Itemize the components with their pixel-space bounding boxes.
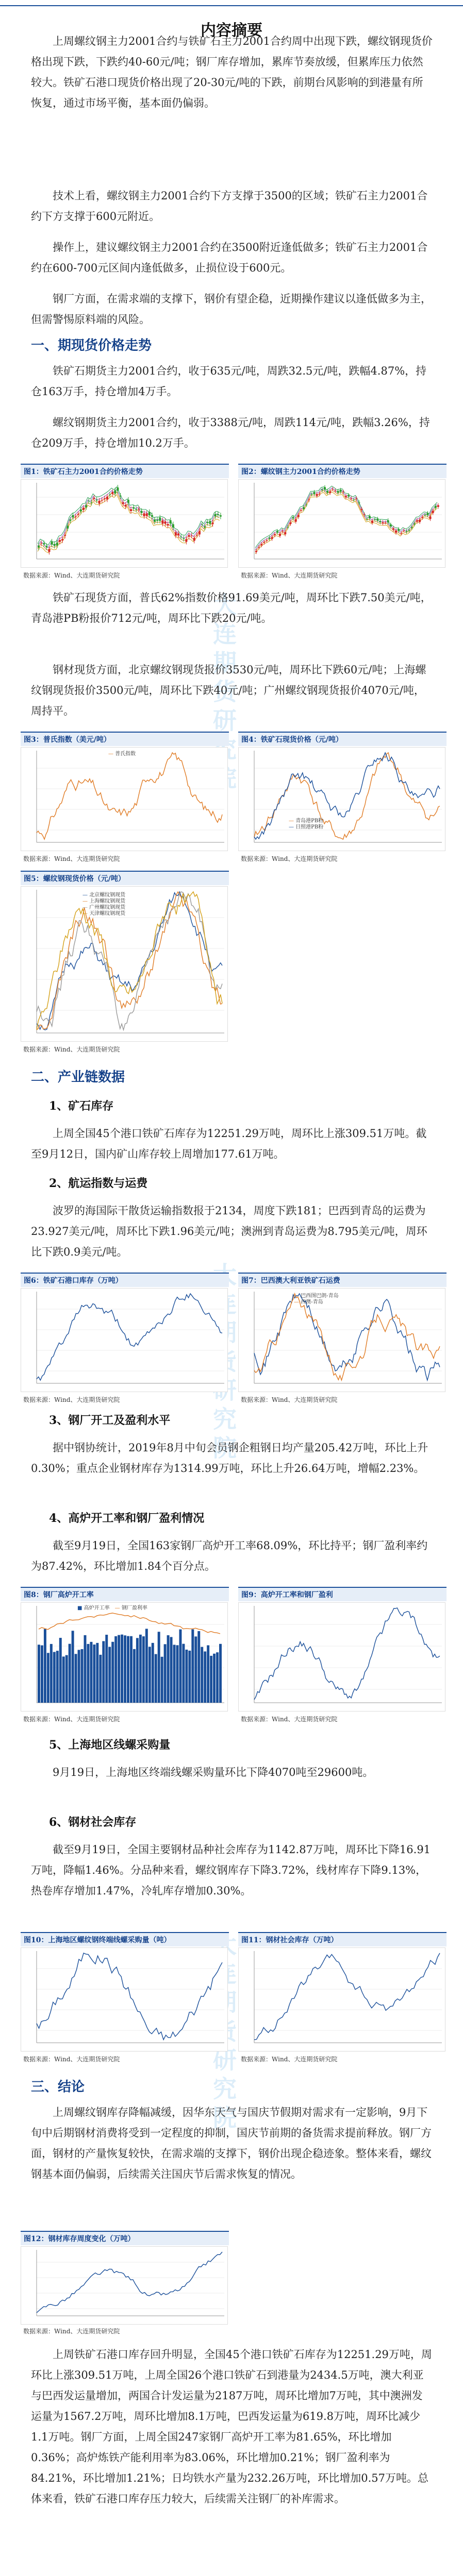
candle-body [133,507,135,509]
chart-legend: ■ 高炉开工率 — 钢厂盈利率 [77,1605,147,1611]
candle-body [204,527,206,528]
series-line [254,753,440,839]
candle-body [271,537,273,539]
candle-body [167,524,169,526]
candle-body [146,513,148,516]
candle-body [148,512,151,516]
figure-caption: 图6：铁矿石港口库存（万吨） [21,1273,229,1287]
bar [124,1635,126,1703]
candle-body [350,498,352,499]
candle-body [220,515,222,517]
bar [139,1635,142,1703]
summary-paragraph: 钢厂方面，在需求端的支撑下，钢价有望企稳，近期操作建议以逢低做多为主，但需警惕原料端的风险。 [31,293,432,326]
figure-caption: 图7：巴西澳大利亚铁矿石运费 [238,1273,447,1287]
figure-8-chart [21,1602,228,1711]
top-rule [0,5,463,6]
figure-source: 数据来源：Wind、大连期货研究院 [23,1396,120,1403]
figure-source: 数据来源：Wind、大连期货研究院 [241,1716,338,1723]
bar [78,1650,80,1703]
candle-body [400,533,402,534]
candle-body [191,535,193,536]
candle-body [206,522,208,523]
figure-source: 数据来源：Wind、大连期货研究院 [241,855,338,862]
figure-6-chart [21,1288,228,1392]
candle-body [61,539,63,540]
candle-body [172,524,174,528]
subsection-heading: 5、上海地区线螺采购量 [49,1738,171,1752]
bar [102,1641,105,1703]
candle-body [96,500,98,501]
subsection-heading: 1、矿石库存 [49,1099,114,1113]
candle-body [258,547,260,548]
candle-body [426,513,428,515]
candle-body [114,490,116,494]
candle-body [177,533,179,535]
candle-body [159,517,161,521]
candle-body [276,531,278,533]
chart-legend: — 巴西图巴朗-青岛 — 西澳-青岛 [294,1293,339,1305]
legend-label: 普氏指数 [115,751,136,757]
line-chart [21,748,227,851]
series-line [254,1608,440,1700]
bar [182,1644,185,1703]
bar [118,1635,120,1703]
figure-source: 数据来源：Wind、大连期货研究院 [241,1396,338,1403]
candle-body [175,532,177,536]
candle-body [371,520,373,523]
candle-body [161,520,163,524]
line-chart [239,1603,445,1711]
series-line [37,892,222,1030]
legend-label: 上海螺纹钢现货 [89,899,126,904]
figure-caption: 图2：螺纹钢主力2001合约价格走势 [238,464,447,478]
figure-caption: 图4：铁矿石现货价格（元/吨） [238,732,447,746]
series-line [37,1294,222,1380]
subsection-heading: 3、钢厂开工及盈利水平 [49,1414,171,1427]
bar [219,1644,222,1703]
candle-body [408,530,410,531]
series-line [254,1294,440,1380]
candle-body [382,522,384,523]
candle-body [385,522,387,523]
candle-body [398,529,400,531]
bar [197,1631,200,1703]
bar [148,1647,151,1703]
candle-body [326,491,328,493]
line-chart [239,1948,445,2051]
candle-body [85,505,87,507]
figure-3-chart [21,747,228,851]
candle-body [151,515,153,517]
candle-body [297,515,300,517]
figure-source: 数据来源：Wind、大连期货研究院 [23,1046,120,1053]
candle-body [201,524,203,525]
bar [69,1644,71,1703]
bar [194,1636,197,1703]
bar [164,1644,167,1703]
chart-legend: — 普氏指数 [108,751,136,757]
body-paragraph: 铁矿石现货方面，普氏62%指数价格91.69美元/吨，周环比下跌7.50美元/吨，青岛港PB粉报价712元/吨，周环比下跌20元/吨。 [31,591,432,624]
bar [213,1654,216,1703]
figure-9-chart [238,1602,445,1711]
section-heading: 一、期现货价格走势 [31,338,152,353]
summary-paragraph: 技术上看，螺纹钢主力2001合约下方支撑于3500的区域；铁矿石主力2001合约下方支撑于600元附近。 [31,190,428,223]
candle-body [369,516,371,518]
candle-body [54,544,56,546]
legend-label: 青岛港PB粉 [295,818,324,824]
bar [108,1647,111,1703]
figure-source: 数据来源：Wind、大连期货研究院 [23,855,120,862]
summary-paragraph: 上周螺纹钢主力2001合约与铁矿石主力2001合约周中出现下跌，螺纹钢现货价格出现下跌，下跌约40-60元/吨；钢厂库存增加，累库节奏放缓，但累库压力依然较大。铁矿石港口现货价格出现了20-30元/吨的下跌，前期台风影响的到港量有所恢复，通过市场平衡，基本面仍偏弱。 [31,35,433,109]
bar [90,1642,92,1703]
bar [161,1657,163,1703]
candle-body [93,498,95,499]
figure-caption: 图8：钢厂高炉开工率 [21,1587,229,1601]
legend-label: 广州螺纹钢现货 [89,905,126,910]
body-paragraph: 截至9月19日，全国主要钢材品种社会库存为1142.87万吨，周环比下降16.91万吨，降幅1.46%。分品种来看，螺纹钢库存下降3.72%，线材库存下降9.13%，热卷库存增加1.47%，冷轧库存增加0.30%。 [31,1843,431,1897]
bar [44,1629,46,1703]
candle-body [337,491,339,493]
candle-body [274,534,276,535]
figure-1-chart [21,479,228,568]
candle-body [185,539,187,541]
candle-body [437,505,439,507]
figure-caption: 图12：钢材库存周度变化（万吨） [21,2231,229,2245]
candle-body [45,546,47,547]
candle-body [403,530,405,531]
figure-11-chart [238,1947,445,2052]
figure-source: 数据来源：Wind、大连期货研究院 [23,1716,120,1723]
line-chart [239,748,445,851]
candle-body [217,514,219,515]
candle-body [295,519,297,522]
figure-caption: 图5：螺纹钢现货价格（元/吨） [21,871,229,885]
candle-body [130,509,132,511]
body-paragraph: 螺纹钢期货主力2001合约，收于3388元/吨，周跌114元/吨，跌幅3.26%，持仓209万手，持仓增加10.2万手。 [31,416,430,449]
bar [50,1644,53,1703]
moving-average-line [38,489,220,548]
bar [56,1651,59,1703]
series-line [37,2252,222,2313]
candle-body [329,492,331,493]
candle-body [183,538,185,539]
figure-12-chart [21,2246,228,2325]
bar [145,1629,148,1703]
bar [136,1638,139,1703]
candle-body [376,519,378,521]
bar [81,1649,84,1703]
candle-body [106,497,108,500]
candlestick-chart [239,480,445,567]
bar [53,1652,56,1703]
body-paragraph: 铁矿石期货主力2001合约，收于635元/吨，周跌32.5元/吨，跌幅4.87%，持仓163万手，持仓增加4万手。 [31,365,427,398]
candle-body [193,538,195,541]
candle-body [300,510,302,511]
figure-caption: 图3：普氏指数（美元/吨） [21,732,229,746]
moving-average-line [255,492,437,554]
candle-body [82,507,85,510]
candle-body [154,519,156,522]
candle-body [432,511,434,513]
bar [114,1636,117,1703]
candle-body [90,502,92,503]
legend-label: 西澳-青岛 [301,1299,323,1305]
candle-body [69,520,71,521]
series-line [37,1953,222,2040]
series-line [37,892,222,1030]
body-paragraph: 波罗的海国际干散货运输指数报于2134，周度下跌181；巴西到青岛的运费为23.927美元/吨，周环比下跌1.96美元/吨；澳洲到青岛运费为8.795美元/吨，周环比下跌0.9美元/吨。 [31,1205,427,1258]
bar [59,1638,62,1703]
bar [111,1642,114,1703]
bar [216,1652,219,1703]
candle-body [310,494,312,495]
figure-source: 数据来源：Wind、大连期货研究院 [23,572,120,579]
figure-source: 数据来源：Wind、大连期货研究院 [241,2056,338,2063]
candle-body [125,505,127,507]
candle-body [199,531,201,535]
candle-body [188,535,190,537]
line-chart [21,2247,227,2324]
candle-body [40,543,42,544]
candle-body [77,514,79,515]
line-chart [21,1948,227,2051]
candle-body [316,494,318,496]
bar [207,1645,209,1703]
candle-body [43,543,45,544]
bar [93,1645,95,1703]
candle-body [135,509,137,510]
chart-legend: — 青岛港PB粉 — 日照港PB粉 [289,818,324,830]
bar [75,1654,77,1703]
candle-body [387,520,389,522]
candle-body [395,531,397,533]
bar [96,1643,98,1703]
figure-caption: 图9：高炉开工率和钢厂盈利 [238,1587,447,1601]
candle-body [56,543,58,546]
subsection-heading: 4、高炉开工率和钢厂盈利情况 [49,1512,205,1525]
bar-line-chart [21,1603,227,1711]
figure-source: 数据来源：Wind、大连期货研究院 [23,2056,120,2063]
candle-body [209,521,211,524]
bar [87,1644,89,1703]
candle-body [117,487,119,490]
bar [47,1653,49,1703]
candlestick-chart [21,480,227,567]
bar [121,1635,123,1703]
candle-body [38,546,40,548]
moving-average-line [38,495,220,553]
body-paragraph: 9月19日，上海地区终端线螺采购量环比下降4070吨至29600吨。 [53,1766,374,1778]
candle-body [334,490,336,491]
candle-body [48,549,50,552]
bar [99,1655,102,1703]
figure-caption: 图10：上海地区螺纹钢终端线螺采购量（吨） [21,1932,229,1946]
watermark: 大连期货研究院 [209,592,237,794]
candle-body [279,534,281,536]
legend-label: 日照港PB粉 [295,824,324,830]
candle-body [111,492,113,494]
candle-body [143,513,145,516]
candle-body [138,509,140,510]
candle-body [51,541,53,545]
series-line [254,1953,440,2040]
candle-body [263,542,265,543]
bar [65,1655,68,1703]
candle-body [212,523,214,524]
figure-caption: 图1：铁矿石主力2001合约价格走势 [21,464,229,478]
candle-body [72,515,74,518]
figure-source: 数据来源：Wind、大连期货研究院 [23,2328,120,2335]
candle-body [289,522,291,524]
candle-body [64,535,66,536]
candle-body [406,531,408,532]
summary-paragraph: 操作上，建议螺纹钢主力2001合约在3500附近逢低做多；铁矿石主力2001合约在600-700元区间内逢低做多，止损位设于600元。 [31,241,428,274]
bar [173,1645,176,1703]
bar [176,1645,179,1703]
candle-body [429,517,432,519]
bar [188,1651,191,1703]
candle-body [156,520,158,521]
bar [204,1651,206,1703]
candle-body [255,551,257,552]
candle-body [287,527,289,528]
series-line [37,892,222,1030]
candle-body [345,496,347,498]
bar [72,1631,74,1703]
legend-label: 高炉开工率 [84,1605,110,1611]
figure-caption: 图11：钢材社会库存（万吨） [238,1932,447,1946]
bar [155,1654,157,1703]
candle-body [363,514,366,515]
bar [170,1637,173,1703]
candle-body [214,514,217,517]
candle-body [122,502,124,504]
series-line [254,1294,440,1380]
bar [167,1635,170,1703]
candle-body [67,526,69,529]
bar [142,1636,145,1703]
candle-body [266,540,268,541]
figure-2-chart [238,479,445,568]
page-title: 内容摘要 [201,22,262,40]
legend-label: 巴西图巴朗-青岛 [301,1293,339,1299]
candle-body [303,507,305,509]
legend-label: 北京螺纹钢现货 [89,892,126,898]
chart-legend: — 北京螺纹钢现货 — 上海螺纹钢现货 — 广州螺纹钢现货 — 天津螺纹钢现货 [82,892,126,917]
candle-body [392,528,394,530]
bar [38,1645,40,1703]
bar [130,1636,133,1703]
section-heading: 二、产业链数据 [31,1070,125,1085]
line-chart [239,1289,445,1392]
candle-body [355,498,357,499]
bar [84,1635,87,1703]
candle-body [80,510,82,512]
bar [185,1650,188,1703]
candle-body [59,540,61,542]
candle-body [348,495,350,497]
body-paragraph: 钢材现货方面，北京螺纹钢现货报价3530元/吨，周环比下跌60元/吨；上海螺纹钢现货报价3500元/吨，周环比下跌40元/吨；广州螺纹钢现货报价4070元/吨，周持平。 [31,664,426,717]
bar [62,1656,65,1703]
bar [127,1636,129,1703]
figure-source: 数据来源：Wind、大连期货研究院 [241,572,338,579]
candle-body [435,506,437,508]
candle-body [170,520,172,523]
candle-body [284,532,286,534]
bar [191,1629,194,1703]
candle-body [260,544,262,546]
candle-body [269,538,271,539]
figure-10-chart [21,1947,228,2052]
section-heading: 三、结论 [31,2079,85,2095]
candle-body [421,517,423,518]
candle-body [127,500,129,503]
bar [41,1646,43,1703]
subsection-heading: 6、钢材社会库存 [49,1816,137,1829]
legend-label: 钢厂盈利率 [121,1605,147,1611]
candle-body [358,502,360,503]
bar [133,1649,136,1703]
candle-body [313,492,316,494]
candle-body [379,521,381,522]
bar [201,1647,203,1703]
bar [105,1635,108,1703]
candle-body [416,520,418,522]
figure-7-chart [238,1288,445,1392]
candle-body [390,524,392,527]
candle-body [140,511,142,513]
candle-body [292,517,294,519]
candle-body [164,521,166,523]
bar [210,1656,212,1703]
bar [152,1643,154,1703]
body-paragraph: 上周铁矿石港口库存回升明显，全国45个港口铁矿石库存为12251.29万吨，周环比上涨309.51万吨，上周全国26个港口铁矿石到港量为2434.5万吨，澳大利亚与巴西发运量增加，两国合计发运量为2187万吨，周环比增加7万吨，其中澳洲发运量为1567.2万吨，周环比增加8.1万吨，巴西发运量为619.8万吨，周环比减少1.1万吨。钢厂方面，上周全国247家钢厂高炉开工率为81.65%，环比增加0.36%；高炉炼铁产能利用率为83.06%，环比增加0.21%；钢厂盈利率为84.21%，环比增加1.21%；日均铁水产量为232.26万吨，环比增加0.57万吨。总体来看，铁矿石港口库存压力较大，后续需关注钢厂的补库需求。 [31,2348,432,2505]
candle-body [324,487,326,489]
candle-body [340,490,342,492]
line-chart [21,1289,227,1392]
candle-body [321,489,323,490]
series-line [37,753,222,839]
bar [158,1632,160,1703]
figure-4-chart [238,747,445,851]
subsection-heading: 2、航运指数与运费 [49,1177,148,1190]
candle-body [104,498,106,499]
body-paragraph: 截至9月19日，全国163家钢厂高炉开工率68.09%，环比持平；钢厂盈利率约为87.42%，环比增加1.84个百分点。 [31,1539,428,1572]
candle-body [414,523,416,524]
candle-body [361,509,363,510]
candle-body [98,501,101,504]
body-paragraph: 上周全国45个港口铁矿石库存为12251.29万吨，周环比上涨309.51万吨。截至9月12日，国内矿山库存较上周增加177.61万吨。 [31,1127,427,1160]
series-line [37,892,222,1030]
bar [179,1630,181,1703]
body-paragraph: 上周螺纹钢库存降幅减缓，因华东天气与国庆节假期对需求有一定影响，9月下旬中后期钢材消费将受到一定程度的抑制，国庆节前期的备货需求提前释放。钢厂方面，钢材的产量恢复较快，在需求端的支撑下，钢价出现企稳迹象。整体来看，螺纹钢基本面仍偏弱，后续需关注国庆节后需求恢复的情况。 [31,2106,432,2180]
candle-body [411,527,413,528]
candle-body [419,520,421,522]
body-paragraph: 据中钢协统计，2019年8月中旬会员钢企粗钢日均产量205.42万吨，环比上升0.30%；重点企业钢材库存为1314.99万吨，环比上升26.64万吨，增幅2.23%。 [31,1442,428,1475]
legend-label: 天津螺纹钢现货 [89,911,126,917]
